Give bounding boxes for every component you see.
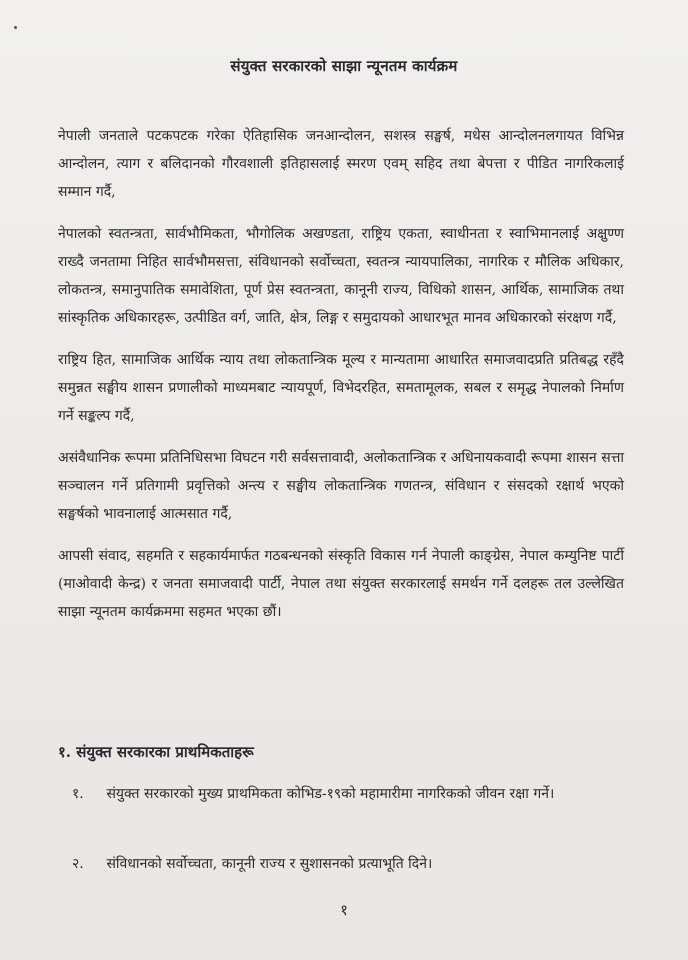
document-title: संयुक्त सरकारको साझा न्यूनतम कार्यक्रम — [230, 57, 458, 75]
paragraph-1: नेपाली जनताले पटकपटक गरेका ऐतिहासिक जनआन्दोलन, सशस्त्र सङ्घर्ष, मधेस आन्दोलनलगायत विभिन्न आन्दोलन, त्याग र बलिदानको गौरवशाली इतिहासलाई स्मरण एवम् सहिद तथा बेपत्ता र पीडित नागरिकलाई सम्मान गर्दै, — [58, 128, 624, 200]
paragraph-5: आपसी संवाद, सहमति र सहकार्यमार्फत गठबन्धनको संस्कृति विकास गर्न नेपाली काङ्ग्रेस, नेपाल कम्युनिष्ट पार्टी (माओवादी केन्द्र) र जनता समाजवादी पार्टी, नेपाल तथा संयुक्त सरकारलाई समर्थन गर्ने दलहरू तल उल्लेखित साझा न्यूनतम कार्यक्रममा सहमत भएका छौं। — [58, 548, 624, 620]
paper-speck — [14, 26, 17, 29]
list-item-text: संयुक्त सरकारको मुख्य प्राथमिकता कोभिड-१९को महामारीमा नागरिकको जीवन रक्षा गर्ने। — [106, 786, 555, 802]
list-item-number: १. — [72, 786, 84, 802]
preamble — [58, 122, 624, 640]
list-item — [72, 850, 624, 878]
list-item-text: संविधानको सर्वोच्चता, कानूनी राज्य र सुशासनको प्रत्याभूति दिने। — [106, 856, 433, 872]
list-item-number: २. — [72, 856, 84, 872]
paragraph-3: राष्ट्रिय हित, सामाजिक आर्थिक न्याय तथा लोकतान्त्रिक मूल्य र मान्यतामा आधारित समाजवादप्रति प्रतिबद्ध रहँदै समुन्नत सङ्घीय शासन प्रणालीको माध्यमबाट न्यायपूर्ण, विभेदरहित, समतामूलक, सबल र समृद्ध नेपालको निर्माण गर्ने सङ्कल्प गर्दै, — [58, 352, 624, 424]
paragraph-2: नेपालको स्वतन्त्रता, सार्वभौमिकता, भौगोलिक अखण्डता, राष्ट्रिय एकता, स्वाधीनता र स्वाभिमानलाई अक्षुण्ण राख्दै जनतामा निहित सार्वभौमसत्ता, संविधानको सर्वोच्चता, स्वतन्त्र न्यायपालिका, नागरिक र मौलिक अधिकार, लोकतन्त्र, समानुपातिक समावेशिता, पूर्ण प्रेस स्वतन्त्रता, कानूनी राज्य, विधिको शासन, आर्थिक, सामाजिक तथा सांस्कृतिक अधिकारहरू, उत्पीडित वर्ग, जाति, क्षेत्र, लिङ्ग र समुदायको आधारभूत मानव अधिकारको संरक्षण गर्दै, — [58, 226, 624, 326]
section-heading: १. संयुक्त सरकारका प्राथमिकताहरू — [58, 743, 254, 761]
paragraph-4: असंवैधानिक रूपमा प्रतिनिधिसभा विघटन गरी सर्वसत्तावादी, अलोकतान्त्रिक र अधिनायकवादी रूपमा शासन सत्ता सञ्चालन गर्ने प्रतिगामी प्रवृत्तिको अन्त्य र सङ्घीय लोकतान्त्रिक गणतन्त्र, संविधान र संसदको रक्षार्थ भएको सङ्घर्षको भावनालाई आत्मसात गर्दै, — [58, 450, 624, 522]
page-number: १ — [340, 901, 348, 919]
list-item — [72, 780, 624, 808]
